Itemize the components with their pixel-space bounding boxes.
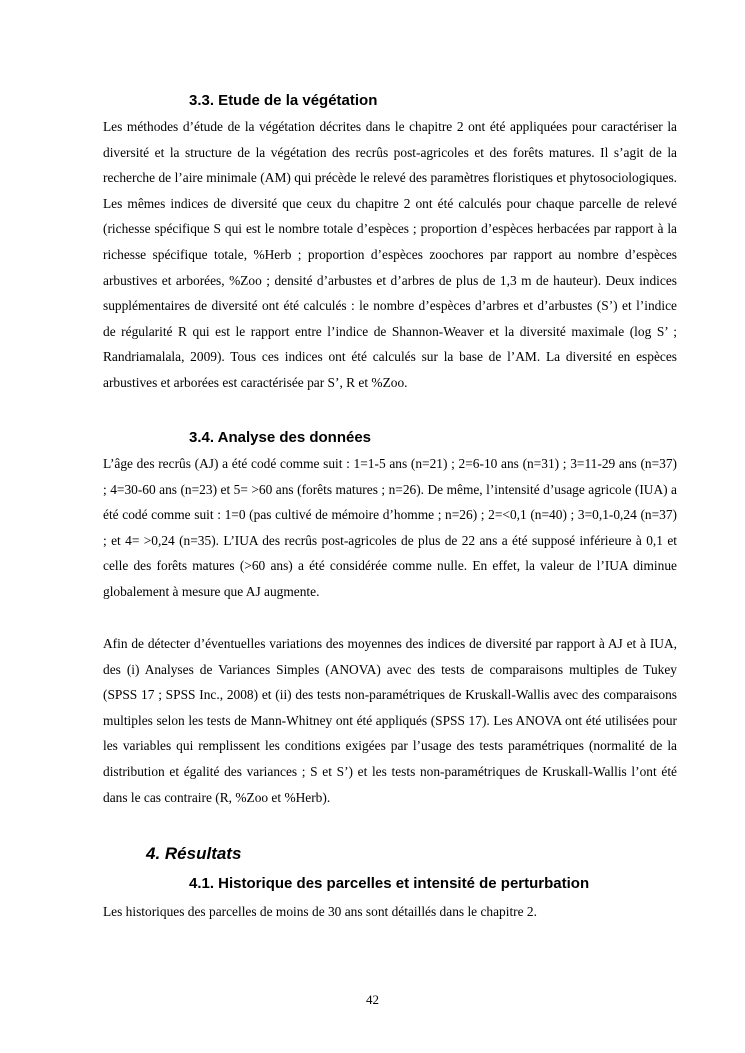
paragraph-parcel-history: Les historiques des parcelles de moins de 30 ans sont détaillés dans le chapitre 2. <box>103 904 537 919</box>
paragraph-vegetation-study: Les méthodes d’étude de la végétation décrites dans le chapitre 2 ont été appliquées pour caractériser la diversité et la structure de la végétation des recrûs post-agricoles et des forêts matures. Il s’agit de la recherche de l’aire minimale (AM) qui précède le relevé des paramètres floristiques et phytosociologiques. Les mêmes indices de diversité que ceux du chapitre 2 ont été calculés pour chaque parcelle de relevé (richesse spécifique S qui est le nombre totale d’espèces ; proportion d’espèces herbacées par rapport à la richesse spécifique totale, %Herb ; proportion d’espèces zoochores par rapport au nombre d’espèces arbustives et arborées, %Zoo ; densité d’arbustes et d’arbres de plus de 1,3 m de hauteur). Deux indices supplémentaires de diversité ont été calculés : le nombre d’espèces d’arbres et d’arbustes (S’) et l’indice de régularité R qui est le rapport entre l’indice de Shannon-Weaver et la diversité maximale (log S’ ; Randriamalala, 2009). Tous ces indices ont été calculés sur la base de l’AM. La diversité en espèces arbustives et arborées est caractérisée par S’, R et %Zoo. <box>103 119 677 390</box>
page-number: 42 <box>366 992 379 1007</box>
paragraph-statistical-tests: Afin de détecter d’éventuelles variations des moyennes des indices de diversité par rapport à AJ et à IUA, des (i) Analyses de Variances Simples (ANOVA) avec des tests de comparaisons multiples de Tukey (SPSS 17 ; SPSS Inc., 2008) et (ii) des tests non-paramétriques de Kruskall-Wallis avec des comparaisons multiples selon les tests de Mann-Whitney ont été appliqués (SPSS 17). Les ANOVA ont été utilisées pour les variables qui remplissent les conditions exigées par l’usage des tests paramétriques (normalité de la distribution et égalité des variances ; S et S’) et les tests non-paramétriques de Kruskall-Wallis l’ont été dans le cas contraire (R, %Zoo et %Herb). <box>103 636 677 805</box>
section-heading-4-1: 4.1. Historique des parcelles et intensité de perturbation <box>189 875 590 892</box>
section-heading-3-3: 3.3. Etude de la végétation <box>189 92 378 109</box>
section-heading-3-4: 3.4. Analyse des données <box>189 429 372 446</box>
paragraph-data-coding: L’âge des recrûs (AJ) a été codé comme suit : 1=1-5 ans (n=21) ; 2=6-10 ans (n=31) ; 3=11-29 ans (n=37) ; 4=30-60 ans (n=23) et 5= >60 ans (forêts matures ; n=26). De même, l’intensité d’usage agricole (IUA) a été codé comme suit : 1=0 (pas cultivé de mémoire d’homme ; n=26) ; 2=<0,1 (n=40) ; 3=0,1-0,24 (n=37) ; et 4= >0,24 (n=35). L’IUA des recrûs post-agricoles de plus de 22 ans a été supposé inférieure à 0,1 et celle des forêts matures (>60 ans) a été considérée comme nulle. En effet, la valeur de l’IUA diminue globalement à mesure que AJ augmente. <box>103 456 677 599</box>
section-heading-4: 4. Résultats <box>146 844 242 863</box>
